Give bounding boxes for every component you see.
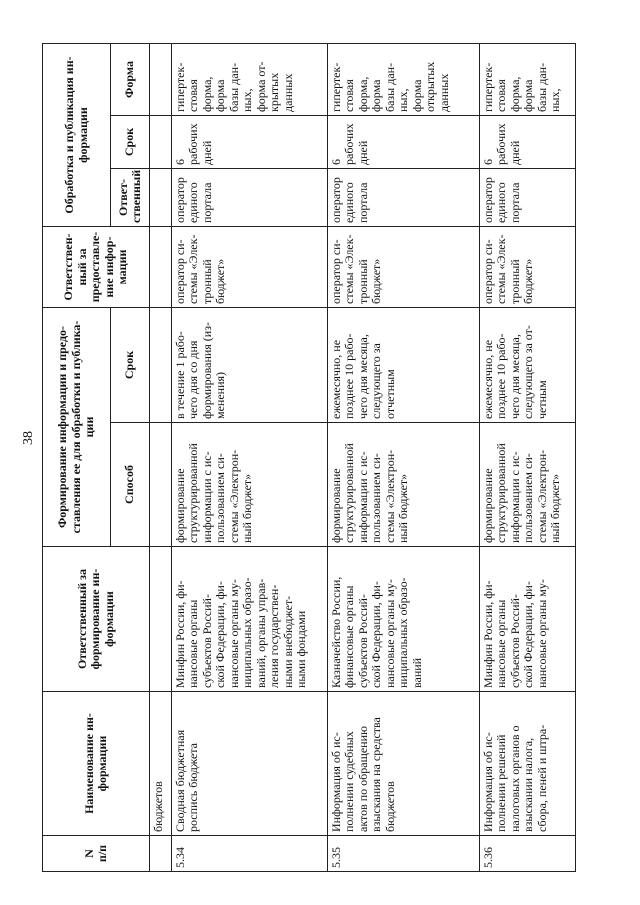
row-proc-form: гипертек- стовая форма, форма базы дан- ных, форма от- крытых данных bbox=[172, 43, 328, 115]
row-term: ежемесячно, не позднее 10 рабо- чего дня месяца, следующего за от- четным bbox=[480, 308, 576, 423]
rotated-page bbox=[42, 44, 576, 872]
row-proc-form: гипертек- стовая форма, форма базы дан- ных, bbox=[480, 43, 576, 115]
table-row bbox=[172, 43, 328, 871]
row-responsible-provision: оператор си- стемы «Элек- тронный бюджет» bbox=[328, 227, 480, 308]
table-cell bbox=[150, 227, 172, 308]
row-number: 5.36 bbox=[480, 836, 576, 872]
information-table bbox=[42, 43, 576, 872]
header-responsible-formation: Ответственный за формирование ин- формации bbox=[43, 547, 150, 692]
table-row bbox=[480, 43, 576, 871]
table-cell bbox=[150, 43, 172, 115]
table-cell bbox=[150, 116, 172, 169]
table-row bbox=[328, 43, 480, 871]
header-term: Срок bbox=[111, 308, 150, 423]
row-term: ежемесячно, не позднее 10 рабо- чего дня месяца, следующего за отчетным bbox=[328, 308, 480, 423]
table-cell bbox=[150, 423, 172, 547]
table-cell bbox=[150, 836, 172, 872]
header-responsible-provision: Ответствен- ный за предоставле- ние инфор- мации bbox=[43, 227, 150, 308]
table-cell: бюджетов bbox=[150, 692, 172, 836]
header-processing-group: Обработка и публикация ин- формации bbox=[43, 43, 111, 226]
row-proc-form: гипертек- стовая форма, форма базы дан- ных, форма открытых данных bbox=[328, 43, 480, 115]
header-proc-form: Форма bbox=[111, 43, 150, 115]
row-responsible-formation: Минфин России, фи- нансовые органы субъектов Россий- ской Федерации, фи- нансовые органы му- ниципальных образо- ваний, органы управ- ления государствен- ными внебюджет- ными фондами bbox=[172, 547, 328, 692]
table-cell bbox=[150, 308, 172, 423]
header-formation-group: Формирование информации и предо- ставления ее для обработки и публика- ции bbox=[43, 308, 111, 547]
table-cell bbox=[150, 169, 172, 227]
row-number: 5.34 bbox=[172, 836, 328, 872]
row-method: формирование структурированной информации с ис- пользованием си- стемы «Электрон- ный бюджет» bbox=[328, 423, 480, 547]
row-proc-term: 6 рабочих дней bbox=[480, 116, 576, 169]
header-num: N п/п bbox=[43, 836, 150, 872]
page-number: 38 bbox=[21, 431, 36, 445]
row-method: формирование структурированной информации с ис- пользованием си- стемы «Электрон- ный бюджет» bbox=[172, 423, 328, 547]
header-method: Способ bbox=[111, 423, 150, 547]
row-method: формирование структурированной информации с ис- пользованием си- стемы «Электрон- ный бюджет» bbox=[480, 423, 576, 547]
table-cell bbox=[150, 547, 172, 692]
row-responsible-formation: Казначейство России, финансовые органы субъектов Россий- ской Федерации, фи- нансовые органы му- ниципальных образо- ваний bbox=[328, 547, 480, 692]
row-proc-responsible: оператор единого портала bbox=[328, 169, 480, 227]
row-term: в течение 1 рабо- чего дня со дня формирования (из- менения) bbox=[172, 308, 328, 423]
row-responsible-provision: оператор си- стемы «Элек- тронный бюджет» bbox=[480, 227, 576, 308]
table-row-continuation bbox=[150, 43, 172, 871]
row-name: Сводная бюджетная роспись бюджета bbox=[172, 692, 328, 836]
row-proc-term: 6 рабочих дней bbox=[328, 116, 480, 169]
header-proc-term: Срок bbox=[111, 116, 150, 169]
row-responsible-provision: оператор си- стемы «Элек- тронный бюджет» bbox=[172, 227, 328, 308]
row-name: Информация об ис- полнении решений налоговых органов о взыскании налога, сбора, пеней и штра- bbox=[480, 692, 576, 836]
row-proc-responsible: оператор единого портала bbox=[480, 169, 576, 227]
row-responsible-formation: Минфин России, фи- нансовые органы субъектов Россий- ской Федерации, фи- нансовые органы му- bbox=[480, 547, 576, 692]
row-name: Информация об ис- полнении судебных актов по обращению взыскания на средства бюджетов bbox=[328, 692, 480, 836]
row-proc-term: 6 рабочих дней bbox=[172, 116, 328, 169]
header-name: Наименование ин- формации bbox=[43, 692, 150, 836]
header-proc-responsible: Ответ- ственный bbox=[111, 169, 150, 227]
row-number: 5.35 bbox=[328, 836, 480, 872]
row-proc-responsible: оператор единого портала bbox=[172, 169, 328, 227]
